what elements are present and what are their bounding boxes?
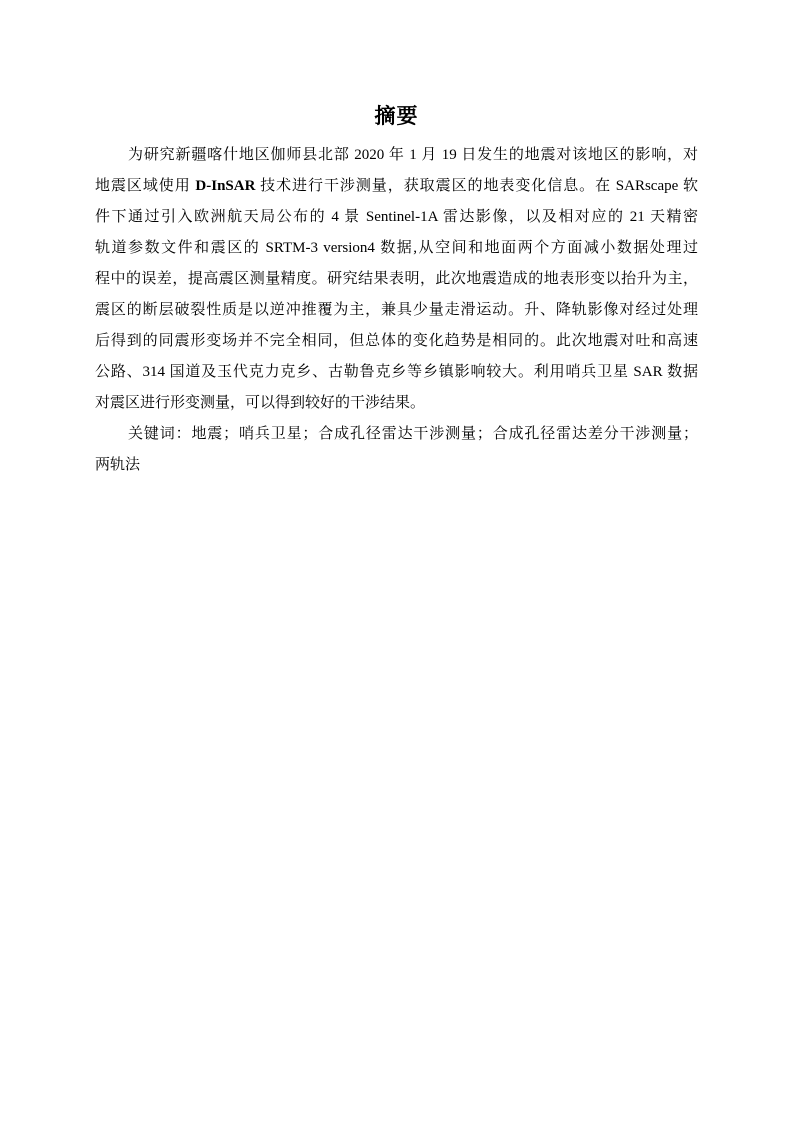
abstract-line [95, 202, 698, 233]
abstract-text: 地震区域使用 [95, 178, 196, 194]
abstract-text: 震区的断层破裂性质是以逆冲推覆为主，兼具少量走滑运动。升、降轨影像对经过处理 [95, 302, 698, 318]
keywords-line [95, 419, 698, 450]
keywords-label: 关键词： [128, 426, 192, 442]
abstract-text: 后得到的同震形变场并不完全相同，但总体的变化趋势是相同的。此次地震对吐和高速 [95, 333, 698, 349]
abstract-line [95, 264, 698, 295]
abstract-line [95, 233, 698, 264]
abstract-text: 公路、314 国道及玉代克力克乡、古勒鲁克乡等乡镇影响较大。利用哨兵卫星 SAR 数据 [95, 364, 698, 380]
abstract-line [95, 295, 698, 326]
abstract-text: 技术进行干涉测量，获取震区的地表变化信息。在 SARscape 软 [255, 178, 698, 194]
abstract-text: 为研究新疆喀什地区伽师县北部 2020 年 1 月 19 日发生的地震对该地区的影响，对 [128, 147, 698, 163]
abstract-line [95, 140, 698, 171]
abstract-text: 件下通过引入欧洲航天局公布的 4 景 Sentinel-1A 雷达影像，以及相对应的 21 天精密 [95, 209, 698, 225]
keywords-list: 地震；哨兵卫星；合成孔径雷达干涉测量；合成孔径雷达差分干涉测量； [191, 426, 698, 442]
abstract-term-bold: D-InSAR [195, 178, 256, 194]
keywords-paragraph [95, 419, 698, 481]
abstract-line [95, 388, 698, 419]
abstract-text: 程中的误差，提高震区测量精度。研究结果表明，此次地震造成的地表形变以抬升为主， [95, 271, 698, 287]
abstract-line [95, 357, 698, 388]
abstract-text: 对震区进行形变测量，可以得到较好的干涉结果。 [95, 395, 426, 411]
abstract-title: 摘要 [374, 104, 419, 128]
abstract-line [95, 326, 698, 357]
abstract-text: 轨道参数文件和震区的 SRTM-3 version4 数据,从空间和地面两个方面减小数据处理过 [95, 240, 698, 256]
keywords-line [95, 450, 698, 481]
abstract-line [95, 171, 698, 202]
abstract-paragraph [95, 140, 698, 419]
keywords-list: 两轨法 [95, 457, 141, 473]
